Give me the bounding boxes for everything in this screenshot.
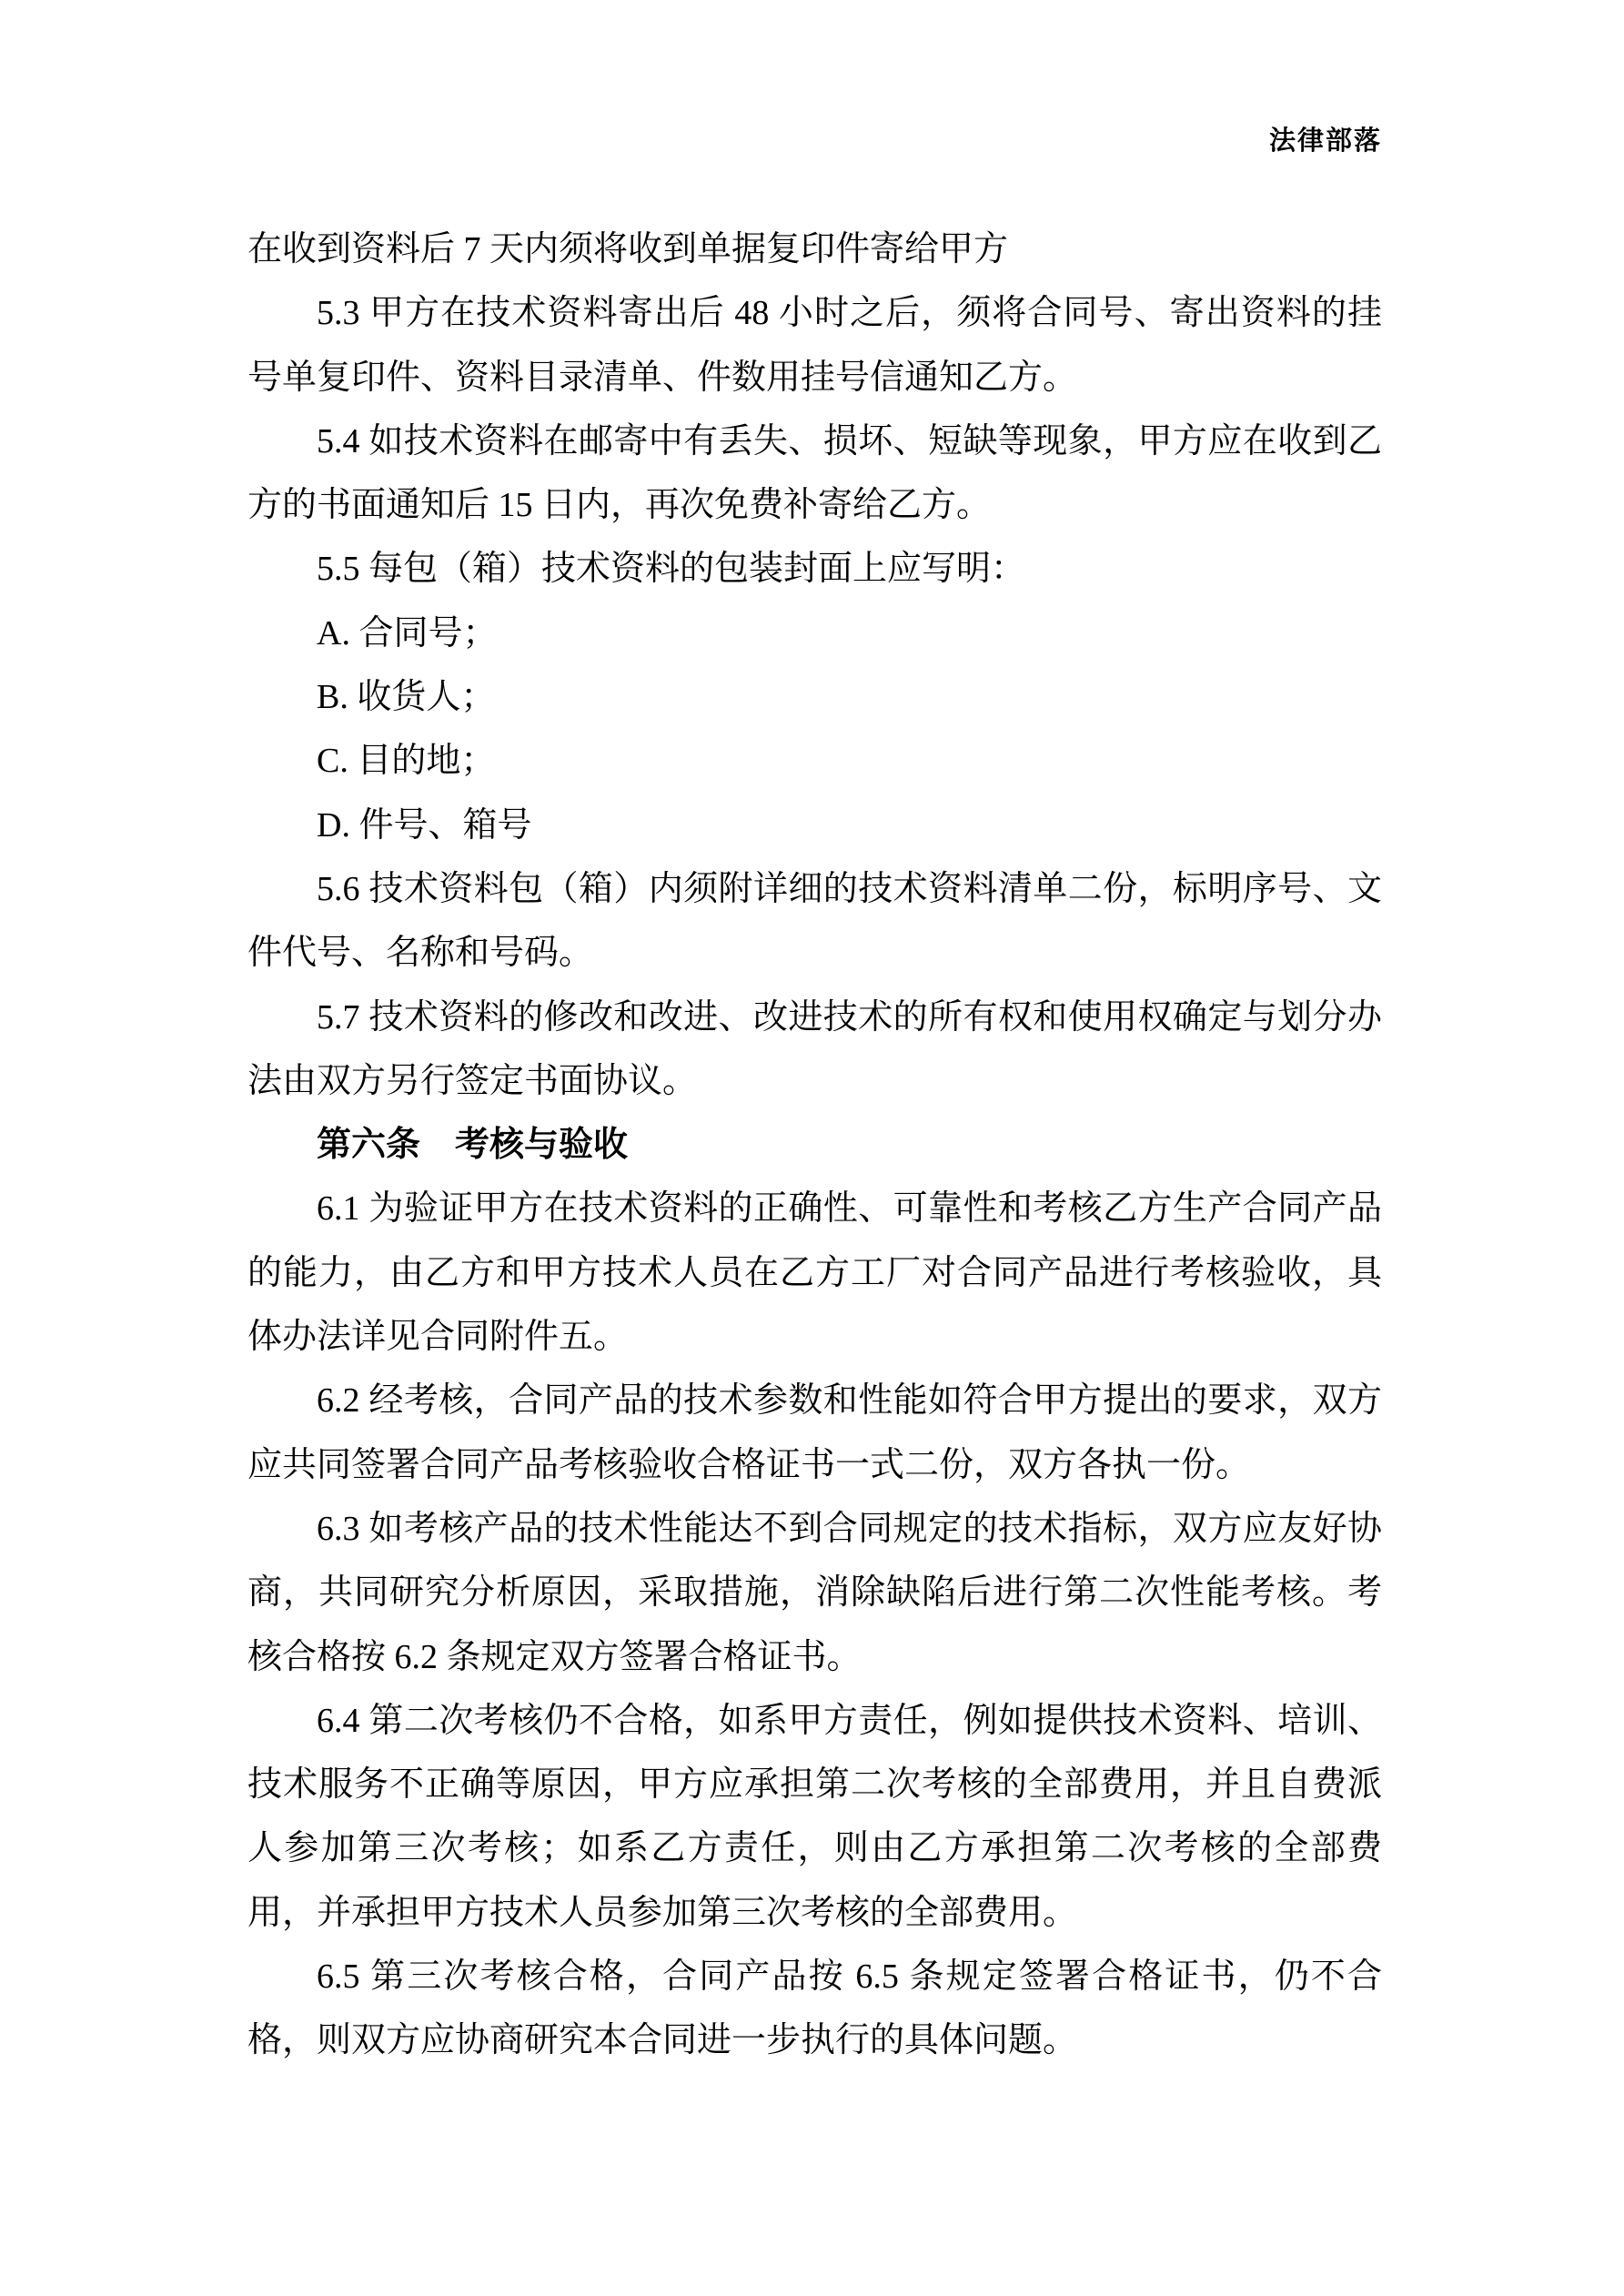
- list-item: C. 目的地；: [317, 742, 496, 781]
- paragraph: 5.4 如技术资料在邮寄中有丢失、损坏、短缺等现象，甲方应在收到乙方的书面通知后 15 日内，再次免费补寄给乙方。: [247, 421, 1382, 525]
- paragraph: 6.5 第三次考核合格，合同产品按 6.5 条规定签署合格证书，仍不合格，则双方应协商研究本合同进一步执行的具体问题。: [247, 1957, 1382, 2060]
- paragraph: 5.5 每包（箱）技术资料的包装封面上应写明：: [317, 550, 1026, 589]
- list-item: D. 件号、箱号: [317, 805, 532, 845]
- paragraph: 6.2 经考核，合同产品的技术参数和性能如符合甲方提出的要求，双方应共同签署合同产品考核验收合格证书一式二份，双方各执一份。: [247, 1381, 1382, 1484]
- paragraph: 在收到资料后 7 天内须将收到单据复印件寄给甲方: [247, 230, 1009, 268]
- paragraph: 6.4 第二次考核仍不合格，如系甲方责任，例如提供技术资料、培训、技术服务不正确等原因，甲方应承担第二次考核的全部费用，并且自费派人参加第三次考核；如系乙方责任，则由乙方承担第二次考核的全部费用，并承担甲方技术人员参加第三次考核的全部费用。: [247, 1701, 1382, 1932]
- paragraph: 6.3 如考核产品的技术性能达不到合同规定的技术指标，双方应友好协商，共同研究分析原因，采取措施，消除缺陷后进行第二次性能考核。考核合格按 6.2 条规定双方签署合格证书。: [247, 1509, 1382, 1676]
- document-body: [247, 217, 1382, 2073]
- paragraph: 5.3 甲方在技术资料寄出后 48 小时之后，须将合同号、寄出资料的挂号单复印件、资料目录清单、件数用挂号信通知乙方。: [247, 294, 1382, 397]
- site-watermark: 法律部落: [1268, 126, 1382, 156]
- paragraph: 5.6 技术资料包（箱）内须附详细的技术资料清单二份，标明序号、文件代号、名称和号码。: [247, 869, 1382, 973]
- list-item: A. 合同号；: [317, 613, 498, 652]
- paragraph: 6.1 为验证甲方在技术资料的正确性、可靠性和考核乙方生产合同产品的能力，由乙方和甲方技术人员在乙方工厂对合同产品进行考核验收，具体办法详见合同附件五。: [247, 1189, 1382, 1357]
- paragraph: 5.7 技术资料的修改和改进、改进技术的所有权和使用权确定与划分办法由双方另行签定书面协议。: [247, 997, 1382, 1100]
- list-item: B. 收货人；: [317, 678, 496, 717]
- page-header: [247, 120, 1382, 157]
- section-heading: 第六条 考核与验收: [317, 1126, 629, 1165]
